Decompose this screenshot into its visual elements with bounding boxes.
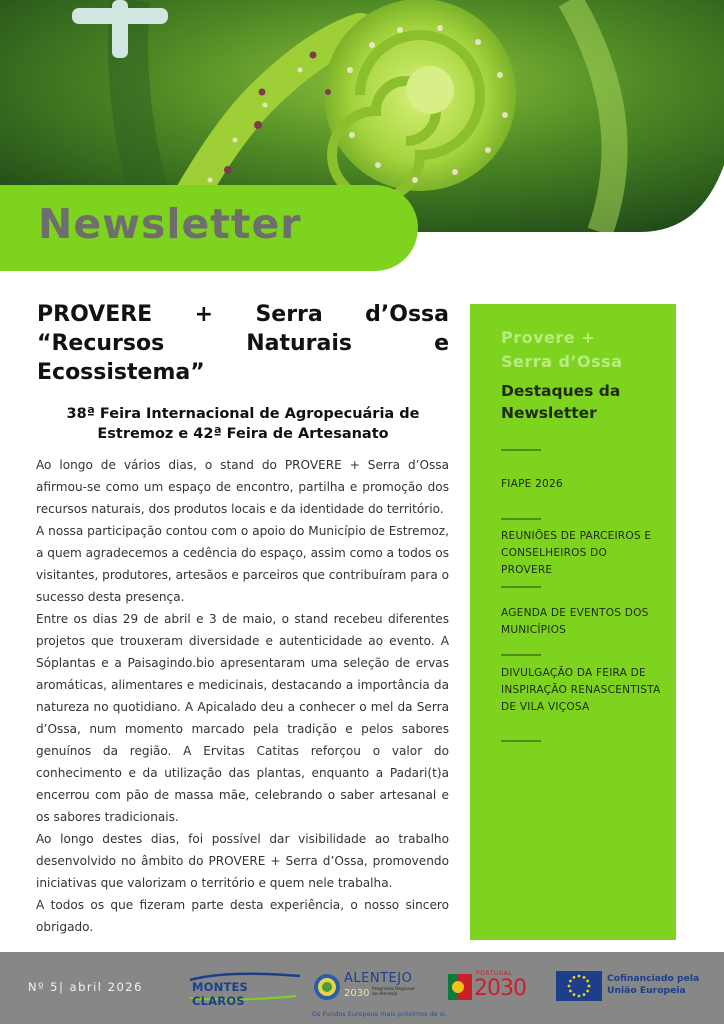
portugal-flag-icon xyxy=(448,972,472,1002)
sidebar-kicker xyxy=(501,326,623,374)
sidebar-item-reunioes[interactable]: REUNIÕES DE PARCEIROS E CONSELHEIROS DO PROVERE xyxy=(501,530,652,576)
newsletter-title: Newsletter xyxy=(38,200,302,248)
alentejo-text: ALENTEJO xyxy=(344,971,413,986)
article-paragraph: Ao longo destes dias, foi possível dar visibilidade ao trabalho desenvolvido no âmbito do PROVERE + Serra d’Ossa, promovendo iniciativas que valorizam o território e quem nele trabalha. xyxy=(36,832,449,890)
article-paragraph: Entre os dias 29 de abril e 3 de maio, o stand recebeu diferentes projetos que trouxeram diversidade e autenticidade ao evento. A Sóplantas e a Paisagindo.bio apresentaram uma seleção de ervas aromáticas, alimentares e medicinais, destacando a importância da natureza no quotidiano. A Apicalado deu a conhecer o mel da Serra d’Ossa, num momento marcado pela tradição e pelos sabores genuínos da região. A Ervitas Catitas reforçou o valor do conhecimento e da utilização das plantas, enquanto a Padari(t)a encerrou com pão de massa mãe, celebrando o saber artesanal e os sabores tradicionais. xyxy=(36,612,449,824)
sidebar-item-fiape[interactable]: FIAPE 2026 xyxy=(501,478,563,490)
article-paragraph: A nossa participação contou com o apoio do Município de Estremoz, a quem agradecemos a cedência do espaço, assim como a todos os visitantes, produtores, artesãos e parceiros que contribuíram para o sucesso desta presença. xyxy=(36,524,450,604)
alentejo-program xyxy=(372,987,415,997)
sidebar-heading-line: Destaques da xyxy=(501,382,621,400)
montes-claros-text: MONTES CLAROS xyxy=(192,980,249,1008)
sidebar-divider xyxy=(501,518,541,520)
eu-text-line: Cofinanciado pela xyxy=(607,973,700,984)
article-body xyxy=(36,454,449,938)
article-title xyxy=(37,300,449,387)
sidebar-divider xyxy=(501,449,541,451)
article-paragraph: A todos os que fizeram parte desta experiência, o nosso sincero obrigado. xyxy=(36,898,449,934)
highlights-sidebar xyxy=(470,304,676,940)
alentejo-year: 2030 xyxy=(344,988,370,999)
eu-text-line: União Europeia xyxy=(607,985,686,996)
article-title-line: PROVERE + Serra d’Ossa xyxy=(37,302,449,327)
article-title-line: “Recursos Naturais e xyxy=(37,331,449,356)
eu-cofinancing-logo xyxy=(556,971,706,1003)
sidebar-kicker-line: Provere + xyxy=(501,328,596,347)
article-paragraph: Ao longo de vários dias, o stand do PROVERE + Serra d’Ossa afirmou-se como um espaço de encontro, partilha e promoção dos recursos naturais, dos produtos locais e da identidade do território. xyxy=(36,458,449,516)
sidebar-item-agenda[interactable]: AGENDA DE EVENTOS DOS MUNICÍPIOS xyxy=(501,607,649,636)
article-subtitle-line: Estremoz e 42ª Feira de Artesanato xyxy=(97,426,389,442)
sidebar-item-divulgacao[interactable]: DIVULGAÇÃO DA FEIRA DE INSPIRAÇÃO RENASCENTISTA DE VILA VIÇOSA xyxy=(501,667,661,713)
sidebar-heading-line: Newsletter xyxy=(501,404,597,422)
sidebar-divider xyxy=(501,654,541,656)
alentejo-program-line: do Alentejo xyxy=(372,992,398,997)
portugal-year: 2030 xyxy=(474,976,526,1001)
sidebar-kicker-line: Serra d’Ossa xyxy=(501,352,623,371)
sidebar-divider xyxy=(501,740,541,742)
footer-bar xyxy=(0,952,724,1024)
portugal-word: PORTUGAL xyxy=(476,970,513,977)
article-title-line: Ecossistema” xyxy=(37,360,205,385)
sidebar-heading xyxy=(501,380,620,424)
article-subtitle xyxy=(37,404,449,444)
issue-number: Nº 5| abril 2026 xyxy=(28,980,143,994)
fundos-tagline: Os Fundos Europeus mais próximos de si. xyxy=(312,1010,448,1018)
alentejo-circle-icon xyxy=(312,972,342,1002)
portugal-2030-logo xyxy=(448,970,532,1004)
sidebar-divider xyxy=(501,586,541,588)
article-subtitle-line: 38ª Feira Internacional de Agropecuária de xyxy=(66,406,420,422)
eu-flag-icon xyxy=(556,971,602,1001)
alentejo-2030-logo xyxy=(312,970,424,1004)
eu-cofinancing-text xyxy=(607,973,707,997)
montes-claros-logo xyxy=(186,968,304,1008)
alentejo-program-line: Programa Regional xyxy=(372,987,415,992)
